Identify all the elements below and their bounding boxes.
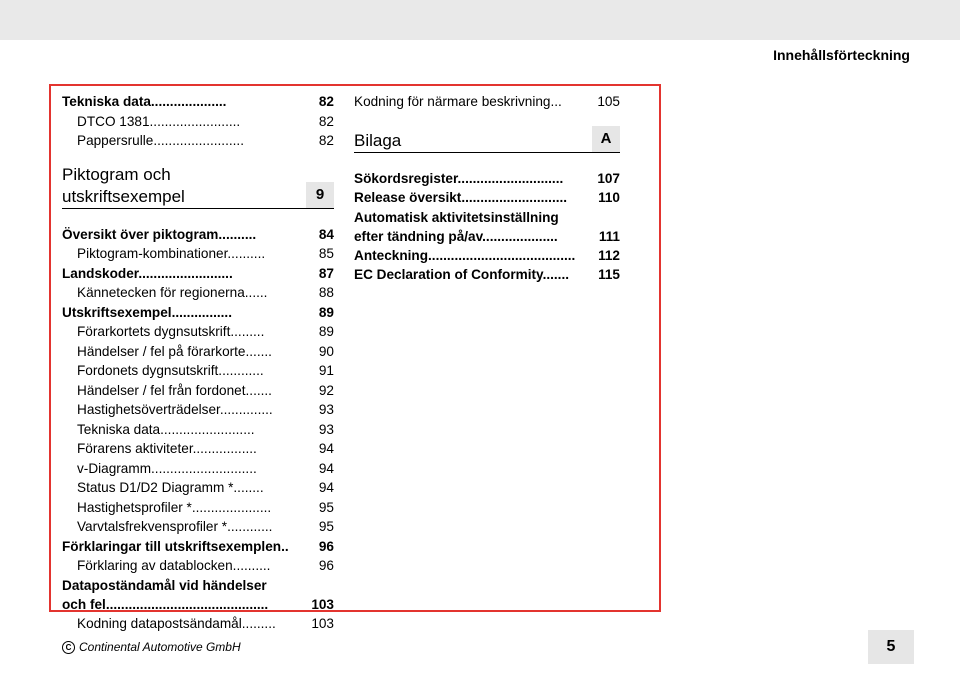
toc-entry-kodning-datapost[interactable]	[62, 614, 334, 634]
toc-entry-leader: ..........	[218, 226, 257, 242]
toc-entry-page: 96	[318, 558, 334, 573]
toc-entry-text: Översikt över piktogram	[62, 226, 219, 242]
toc-entry-leader: .........................	[138, 265, 233, 281]
toc-entry-leader: ...	[550, 94, 562, 109]
toc-entry-page: 111	[598, 228, 620, 244]
toc-entry[interactable]	[62, 556, 334, 576]
toc-entry[interactable]	[62, 498, 334, 518]
toc-entry-kodning-beskrivning[interactable]	[354, 92, 620, 112]
section-heading-title: Bilaga	[354, 130, 402, 150]
toc-entry-page: 110	[598, 190, 620, 205]
toc-entry-page: 92	[318, 382, 334, 398]
toc-right-column	[354, 92, 620, 285]
toc-entry-leader: .........................	[160, 421, 255, 437]
toc-entry-leader: ..........	[232, 558, 271, 573]
toc-entry[interactable]	[62, 381, 334, 401]
toc-entry-leader: ....................	[150, 94, 227, 109]
toc-entry-page: 89	[318, 324, 334, 339]
toc-entry-leader: .........	[230, 324, 265, 339]
toc-entry-page: 93	[318, 402, 334, 417]
toc-entry-text: Release översikt	[354, 190, 462, 205]
toc-entry-page: 82	[318, 133, 334, 148]
toc-entry[interactable]	[62, 283, 334, 303]
toc-entry-leader: ............................	[151, 460, 257, 476]
toc-entry-page: 95	[318, 499, 334, 515]
toc-entry-leader: .......	[542, 267, 570, 282]
footer-copyright-text: Continental Automotive GmbH	[79, 640, 241, 654]
toc-entry[interactable]	[62, 517, 334, 537]
toc-entry[interactable]	[62, 131, 334, 151]
toc-entry-leader: ......	[244, 285, 268, 300]
toc-entry[interactable]	[62, 303, 334, 323]
toc-entry-page: 94	[318, 480, 334, 495]
toc-entry-text: Varvtalsfrekvensprofiler *	[77, 519, 228, 534]
toc-entry[interactable]	[62, 112, 334, 132]
toc-entry-page: 96	[318, 538, 334, 554]
toc-entry-text: och fel	[62, 596, 106, 612]
toc-entry-leader: .......	[245, 343, 272, 359]
toc-entry-text: DTCO 1381	[77, 113, 150, 129]
toc-entry-text: Kodning datapostsändamål	[77, 615, 242, 631]
toc-entry-text: Utskriftsexempel	[62, 304, 172, 320]
toc-entry[interactable]	[62, 361, 334, 381]
toc-entry-leader: .................	[192, 441, 257, 456]
toc-entry[interactable]	[62, 439, 334, 459]
toc-entry-text: Förklaringar till utskriftsexemplen	[62, 538, 282, 554]
toc-entry-text: Hastighetsprofiler *	[77, 499, 192, 515]
toc-entry-leader: ..............	[219, 402, 273, 417]
toc-entry-leader: ................	[171, 304, 232, 320]
toc-entry[interactable]	[62, 400, 334, 420]
toc-left-column	[62, 92, 334, 633]
section-heading-line1: Piktogram och	[62, 164, 171, 184]
toc-entry-text: Förklaring av datablocken	[77, 558, 233, 573]
toc-entry-text: Hastighetsöverträdelser	[77, 402, 220, 417]
toc-entry[interactable]	[62, 478, 334, 498]
toc-entry-text: EC Declaration of Conformity	[354, 267, 543, 282]
toc-entry-leader: ............................	[461, 190, 568, 205]
toc-entry-leader: ....................	[482, 228, 558, 244]
toc-entry-page: 94	[318, 441, 334, 456]
toc-entry-page: 82	[318, 113, 334, 129]
toc-entry[interactable]	[62, 225, 334, 245]
toc-entry[interactable]	[354, 169, 620, 189]
toc-entry[interactable]	[62, 264, 334, 284]
toc-entry-page: 112	[598, 247, 620, 263]
toc-entry-text: Landskoder	[62, 265, 139, 281]
toc-entry-page: 95	[318, 519, 334, 534]
toc-entry-text: Pappersrulle	[77, 133, 154, 148]
toc-entry-text: Datapoständamål vid händelser	[62, 577, 267, 593]
toc-entry-text: Automatisk aktivitetsinställning	[354, 209, 559, 225]
toc-entry[interactable]	[62, 459, 334, 479]
toc-entry-text: Tekniska data	[62, 94, 151, 109]
section-letter-box: A	[592, 126, 620, 152]
toc-entry[interactable]	[62, 420, 334, 440]
toc-entry-page: 90	[318, 343, 334, 359]
toc-entry-leader: ............................	[457, 170, 564, 186]
toc-entry-text: Tekniska data	[77, 421, 161, 437]
toc-entry-page: 107	[597, 170, 620, 186]
toc-entry-page: 115	[598, 267, 620, 282]
toc-entry-page: 105	[597, 94, 620, 109]
copyright-icon: C	[62, 641, 75, 654]
toc-entry[interactable]	[354, 246, 620, 266]
page-number-box: 5	[868, 630, 914, 664]
toc-entry-text: Kodning för närmare beskrivning	[354, 94, 551, 109]
toc-entry-text: v-Diagramm	[77, 460, 152, 476]
toc-entry-leader: ...........................................	[105, 596, 269, 612]
section-heading-piktogram	[62, 164, 334, 209]
toc-entry-page: 84	[318, 226, 334, 242]
toc-entry-text: Fordonets dygnsutskrift	[77, 363, 219, 378]
section-number-box: 9	[306, 182, 334, 208]
toc-entry-page: 93	[318, 421, 334, 437]
toc-entry-text: Kännetecken för regionerna	[77, 285, 245, 300]
section-heading-bilaga	[354, 130, 620, 153]
toc-entry-automatisk[interactable]	[354, 208, 620, 246]
toc-entry[interactable]	[62, 537, 334, 557]
toc-entry-text: Förarens aktiviteter	[77, 441, 193, 456]
toc-entry-leader: .........	[241, 615, 276, 631]
toc-entry-text: efter tändning på/av	[354, 228, 483, 244]
toc-entry-text: Händelser / fel från fordonet	[77, 382, 246, 398]
top-bar	[0, 0, 960, 40]
toc-entry[interactable]	[62, 92, 334, 112]
toc-entry-page: 82	[318, 94, 334, 109]
toc-entry[interactable]	[62, 342, 334, 362]
toc-entry-datapostandamal[interactable]	[62, 576, 334, 614]
toc-entry-leader: ........................	[153, 133, 244, 148]
toc-entry-text: Piktogram-kombinationer	[77, 246, 228, 261]
toc-entry-leader: ..........	[227, 246, 266, 261]
toc-entry-page: 88	[318, 285, 334, 300]
toc-entry-text: Status D1/D2 Diagramm *	[77, 480, 234, 495]
toc-entry-text: Anteckning	[354, 247, 429, 263]
toc-entry[interactable]	[62, 244, 334, 264]
toc-entry[interactable]	[354, 265, 620, 285]
toc-entry-page: 94	[318, 460, 334, 476]
toc-entry-leader: .......	[245, 382, 272, 398]
toc-entry-leader: ........................	[149, 113, 241, 129]
toc-entry-page: 103	[311, 615, 334, 631]
toc-entry-leader: ..	[281, 538, 289, 554]
toc-entry-page: 85	[318, 246, 334, 261]
toc-entry-text: Sökordsregister	[354, 170, 458, 186]
toc-entry-leader: ........	[233, 480, 264, 495]
toc-entry-page: 103	[311, 596, 334, 612]
toc-entry-page: 89	[318, 304, 334, 320]
page-header-title: Innehållsförteckning	[773, 47, 910, 63]
toc-entry-page: 91	[318, 363, 334, 378]
toc-entry-leader: .....................	[191, 499, 272, 515]
footer-copyright	[62, 640, 241, 654]
toc-entry-text: Händelser / fel på förarkorte	[77, 343, 246, 359]
toc-entry[interactable]	[62, 322, 334, 342]
section-heading-line2: utskriftsexempel	[62, 186, 185, 206]
toc-entry-text: Förarkortets dygnsutskrift	[77, 324, 231, 339]
toc-entry-leader: ............	[218, 363, 264, 378]
toc-entry-page: 87	[318, 265, 334, 281]
toc-entry[interactable]	[354, 188, 620, 208]
toc-entry-leader: .......................................	[428, 247, 576, 263]
toc-entry-leader: ............	[227, 519, 273, 534]
